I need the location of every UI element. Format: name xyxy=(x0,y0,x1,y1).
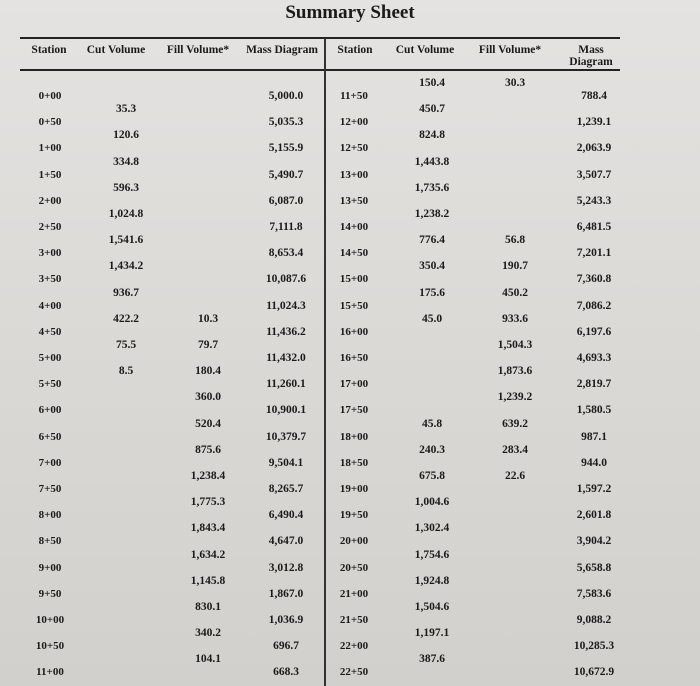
cut-volume-cell: 334.8 xyxy=(113,155,139,168)
mass-diagram-cell: 668.3 xyxy=(273,666,299,679)
mass-diagram-cell: 10,285.3 xyxy=(573,640,615,653)
station-cell: 3+50 xyxy=(38,273,62,286)
mass-diagram-cell: 10,087.6 xyxy=(265,273,307,286)
fill-volume-cell: 360.0 xyxy=(195,391,221,404)
station-cell: 12+00 xyxy=(339,116,369,129)
station-cell: 5+50 xyxy=(38,378,62,391)
mass-diagram-cell: 8,265.7 xyxy=(268,483,304,495)
mass-diagram-cell: 6,087.0 xyxy=(268,194,304,207)
header-mass-diagram-left: Mass Diagram xyxy=(246,44,318,56)
mass-diagram-cell: 4,647.0 xyxy=(268,535,304,548)
station-cell: 21+50 xyxy=(339,614,369,626)
station-cell: 11+50 xyxy=(340,90,368,102)
mass-diagram-cell: 7,360.8 xyxy=(576,273,612,286)
header-station-right: Station xyxy=(337,44,373,56)
header-mass-diagram-right: Mass Diagram xyxy=(569,44,613,68)
cut-volume-cell: 1,434.2 xyxy=(108,260,144,273)
station-cell: 19+50 xyxy=(339,509,369,522)
station-cell: 10+50 xyxy=(35,640,65,653)
mass-diagram-cell: 2,601.8 xyxy=(576,509,612,522)
cut-volume-cell: 150.4 xyxy=(419,76,445,89)
station-cell: 16+50 xyxy=(339,352,369,364)
station-cell: 17+00 xyxy=(339,378,369,391)
mass-diagram-cell: 9,088.2 xyxy=(576,614,612,626)
cut-volume-cell: 1,924.8 xyxy=(414,574,450,587)
station-cell: 13+50 xyxy=(339,194,369,207)
fill-volume-cell: 1,504.3 xyxy=(497,338,533,351)
fill-volume-cell: 104.1 xyxy=(195,653,221,666)
mass-diagram-cell: 3,012.8 xyxy=(268,561,304,574)
mass-diagram-cell: 10,900.1 xyxy=(265,404,307,417)
fill-volume-cell: 30.3 xyxy=(504,76,526,89)
station-cell: 21+00 xyxy=(339,587,369,600)
cut-volume-cell: 1,443.8 xyxy=(414,155,450,168)
mass-diagram-cell: 3,507.7 xyxy=(576,168,612,181)
station-cell: 8+50 xyxy=(38,535,62,548)
mass-diagram-cell: 2,819.7 xyxy=(576,378,612,391)
mass-diagram-cell: 5,155.9 xyxy=(268,142,304,155)
station-cell: 2+50 xyxy=(38,221,62,233)
station-cell: 14+50 xyxy=(339,247,369,260)
table-header-rule xyxy=(20,69,620,71)
station-cell: 12+50 xyxy=(339,142,369,155)
fill-volume-cell: 10.3 xyxy=(197,312,219,325)
station-cell: 0+50 xyxy=(38,116,62,129)
cut-volume-cell: 1,735.6 xyxy=(414,181,450,194)
cut-volume-cell: 75.5 xyxy=(115,338,137,351)
mass-diagram-cell: 11,436.2 xyxy=(266,325,306,338)
station-cell: 14+00 xyxy=(339,221,369,233)
station-cell: 6+00 xyxy=(38,404,62,417)
fill-volume-cell: 190.7 xyxy=(502,260,528,273)
fill-volume-cell: 450.2 xyxy=(502,286,528,299)
fill-volume-cell: 79.7 xyxy=(197,338,219,351)
mass-diagram-cell: 11,260.1 xyxy=(266,378,306,391)
mass-diagram-cell: 5,035.3 xyxy=(268,116,304,129)
station-cell: 2+00 xyxy=(38,194,62,207)
fill-volume-cell: 1,775.3 xyxy=(190,496,226,509)
mass-diagram-cell: 2,063.9 xyxy=(576,142,612,155)
page-title: Summary Sheet xyxy=(285,2,415,23)
mass-diagram-cell: 6,490.4 xyxy=(268,509,304,522)
station-cell: 11+00 xyxy=(36,666,64,679)
table-top-rule xyxy=(20,37,620,39)
mass-diagram-cell: 1,580.5 xyxy=(576,404,612,417)
header-cut-volume-right: Cut Volume xyxy=(395,44,455,56)
cut-volume-cell: 596.3 xyxy=(113,181,139,194)
fill-volume-cell: 639.2 xyxy=(502,417,528,430)
fill-volume-cell: 1,843.4 xyxy=(190,522,226,535)
fill-volume-cell: 933.6 xyxy=(502,312,528,325)
mass-diagram-cell: 5,000.0 xyxy=(268,90,304,102)
cut-volume-cell: 350.4 xyxy=(419,260,445,273)
mass-diagram-cell: 987.1 xyxy=(581,430,607,443)
station-cell: 7+50 xyxy=(38,483,62,495)
station-cell: 0+00 xyxy=(38,90,62,102)
cut-volume-cell: 1,238.2 xyxy=(414,207,450,220)
fill-volume-cell: 180.4 xyxy=(195,365,221,378)
cut-volume-cell: 8.5 xyxy=(118,365,134,378)
cut-volume-cell: 1,004.6 xyxy=(414,496,450,509)
mass-diagram-cell: 1,036.9 xyxy=(268,614,304,626)
cut-volume-cell: 1,302.4 xyxy=(414,522,450,535)
mass-diagram-cell: 696.7 xyxy=(273,640,299,653)
cut-volume-cell: 45.8 xyxy=(421,417,443,430)
mass-diagram-cell: 11,432.0 xyxy=(266,352,306,364)
fill-volume-cell: 830.1 xyxy=(195,600,221,613)
table-center-divider xyxy=(324,38,326,686)
station-cell: 20+50 xyxy=(339,561,369,574)
cut-volume-cell: 776.4 xyxy=(419,234,445,247)
cut-volume-cell: 45.0 xyxy=(421,312,443,325)
mass-diagram-cell: 1,239.1 xyxy=(576,116,612,129)
fill-volume-cell: 1,238.4 xyxy=(190,469,226,482)
station-cell: 3+00 xyxy=(38,247,62,260)
station-cell: 10+00 xyxy=(35,614,65,626)
cut-volume-cell: 675.8 xyxy=(419,469,445,482)
station-cell: 5+00 xyxy=(38,352,62,364)
cut-volume-cell: 387.6 xyxy=(419,653,445,666)
mass-diagram-cell: 7,583.6 xyxy=(576,587,612,600)
fill-volume-cell: 56.8 xyxy=(504,234,526,247)
station-cell: 4+50 xyxy=(38,325,62,338)
mass-diagram-cell: 10,379.7 xyxy=(265,430,307,443)
mass-diagram-cell: 788.4 xyxy=(581,90,607,102)
cut-volume-cell: 240.3 xyxy=(419,443,445,456)
mass-diagram-cell: 6,481.5 xyxy=(576,221,612,233)
station-cell: 22+50 xyxy=(339,666,369,679)
fill-volume-cell: 283.4 xyxy=(502,443,528,456)
fill-volume-cell: 1,873.6 xyxy=(497,365,533,378)
mass-diagram-cell: 1,597.2 xyxy=(576,483,612,495)
mass-diagram-cell: 10,672.9 xyxy=(573,666,615,679)
header-station-left: Station xyxy=(31,44,67,56)
station-cell: 17+50 xyxy=(339,404,369,417)
fill-volume-cell: 1,634.2 xyxy=(190,548,226,561)
station-cell: 16+00 xyxy=(339,325,369,338)
cut-volume-cell: 1,024.8 xyxy=(108,207,144,220)
mass-diagram-cell: 7,201.1 xyxy=(576,247,612,260)
mass-diagram-cell: 5,490.7 xyxy=(268,168,304,181)
station-cell: 13+00 xyxy=(339,168,369,181)
cut-volume-cell: 1,504.6 xyxy=(414,600,450,613)
mass-diagram-cell: 9,504.1 xyxy=(268,456,304,469)
station-cell: 1+00 xyxy=(38,142,62,155)
cut-volume-cell: 936.7 xyxy=(113,286,139,299)
mass-diagram-cell: 3,904.2 xyxy=(576,535,612,548)
station-cell: 15+50 xyxy=(339,299,369,312)
station-cell: 18+50 xyxy=(339,456,369,469)
station-cell: 9+00 xyxy=(38,561,62,574)
mass-diagram-cell: 5,658.8 xyxy=(576,561,612,574)
cut-volume-cell: 450.7 xyxy=(419,103,445,116)
station-cell: 4+00 xyxy=(38,299,62,312)
mass-diagram-cell: 7,086.2 xyxy=(576,299,612,312)
station-cell: 15+00 xyxy=(339,273,369,286)
fill-volume-cell: 22.6 xyxy=(504,469,526,482)
station-cell: 19+00 xyxy=(339,483,369,495)
fill-volume-cell: 1,145.8 xyxy=(190,574,226,587)
station-cell: 18+00 xyxy=(339,430,369,443)
station-cell: 22+00 xyxy=(339,640,369,653)
mass-diagram-cell: 7,111.8 xyxy=(269,221,303,233)
mass-diagram-cell: 1,867.0 xyxy=(268,587,304,600)
cut-volume-cell: 1,197.1 xyxy=(414,627,450,640)
station-cell: 8+00 xyxy=(38,509,62,522)
cut-volume-cell: 120.6 xyxy=(113,129,139,142)
station-cell: 7+00 xyxy=(38,456,62,469)
cut-volume-cell: 175.6 xyxy=(419,286,445,299)
header-fill-volume-right: Fill Volume* xyxy=(478,44,542,56)
cut-volume-cell: 422.2 xyxy=(113,312,139,325)
station-cell: 20+00 xyxy=(339,535,369,548)
header-fill-volume-left: Fill Volume* xyxy=(166,44,230,56)
fill-volume-cell: 520.4 xyxy=(195,417,221,430)
station-cell: 1+50 xyxy=(38,168,62,181)
cut-volume-cell: 35.3 xyxy=(115,103,137,116)
mass-diagram-cell: 6,197.6 xyxy=(576,325,612,338)
station-cell: 9+50 xyxy=(38,587,62,600)
cut-volume-cell: 1,754.6 xyxy=(414,548,450,561)
mass-diagram-cell: 11,024.3 xyxy=(266,299,306,312)
fill-volume-cell: 1,239.2 xyxy=(497,391,533,404)
mass-diagram-cell: 944.0 xyxy=(581,456,607,469)
mass-diagram-cell: 4,693.3 xyxy=(576,352,612,364)
fill-volume-cell: 340.2 xyxy=(195,627,221,640)
mass-diagram-cell: 8,653.4 xyxy=(268,247,304,260)
station-cell: 6+50 xyxy=(38,430,62,443)
cut-volume-cell: 824.8 xyxy=(419,129,445,142)
header-cut-volume-left: Cut Volume xyxy=(86,44,146,56)
mass-diagram-cell: 5,243.3 xyxy=(576,194,612,207)
cut-volume-cell: 1,541.6 xyxy=(108,234,144,247)
fill-volume-cell: 875.6 xyxy=(195,443,221,456)
